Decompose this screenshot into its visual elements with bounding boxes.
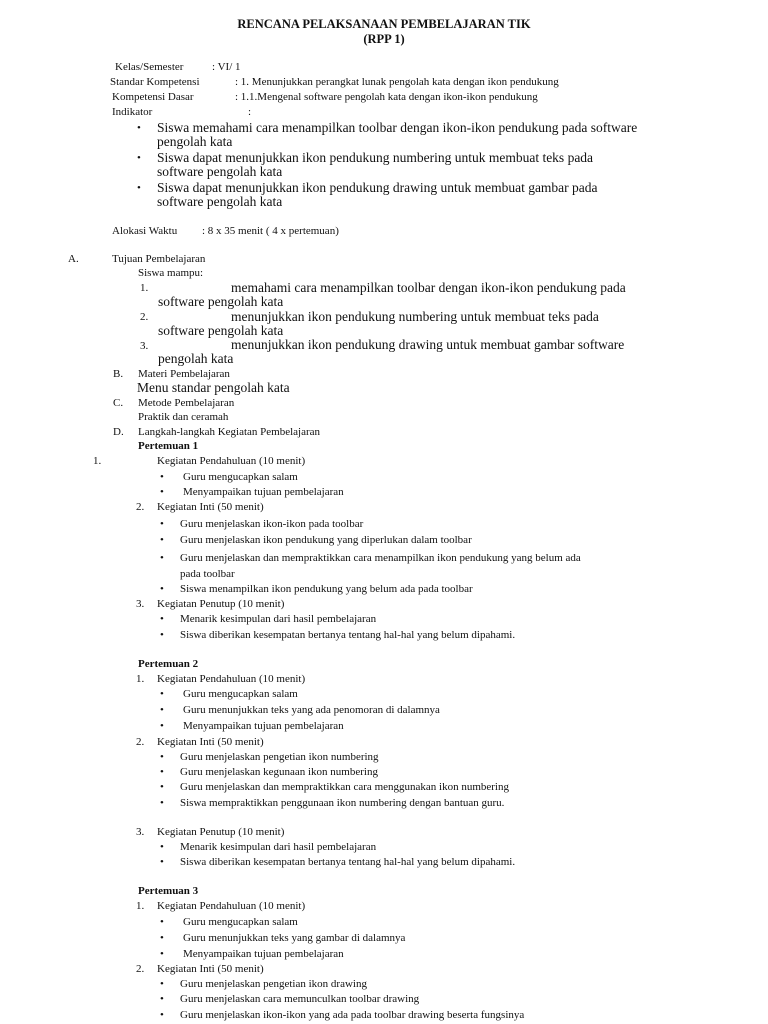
kegiatan-title: Kegiatan Penutup (10 menit) [157,598,285,610]
list-number: 2. [140,311,149,323]
bullet-icon: • [160,781,164,793]
section-b-letter: B. [113,368,124,380]
activity-item: Guru menjelaskan cara memunculkan toolbar drawing [180,993,420,1005]
section-d-title: Langkah-langkah Kegiatan Pembelajaran [138,426,321,438]
section-b-title: Materi Pembelajaran [138,368,230,380]
activity-item: Guru mengucapkan salam [183,471,298,483]
bullet-icon: • [160,1009,164,1021]
list-number: 1. [140,282,149,294]
activity-item: Siswa mempraktikkan penggunaan ikon numbering dengan bantuan guru. [180,797,505,809]
kelas-label: Kelas/Semester [115,61,184,73]
bullet-icon: • [160,471,164,483]
activity-item: Menyampaikan tujuan pembelajaran [183,948,344,960]
indikator-colon: : [248,106,252,118]
list-number: 1. [136,673,145,685]
list-number: 2. [136,963,145,975]
section-a-intro: Siswa mampu: [138,267,204,279]
activity-item: Guru menjelaskan pengetian ikon numbering [180,751,379,763]
bullet-icon: • [160,932,164,944]
activity-item-cont: pada toolbar [180,568,235,580]
bullet-icon: • [160,948,164,960]
bullet-icon: • [160,486,164,498]
bullet-icon: • [160,704,164,716]
tujuan-item-cont: software pengolah kata [158,294,284,309]
bullet-icon: • [160,518,164,530]
section-d-letter: D. [113,426,124,438]
list-number: 2. [136,736,145,748]
kelas-value: : VI/ 1 [212,61,241,73]
list-number: 2. [136,501,145,513]
activity-item: Guru menjelaskan dan mempraktikkan cara menggunakan ikon numbering [180,781,509,793]
bullet-icon: • [160,688,164,700]
indikator-label: Indikator [112,106,153,118]
activity-item: Guru mengucapkan salam [183,916,298,928]
bullet-icon: • [137,122,141,134]
activity-item: Guru menunjukkan teks yang ada penomoran di dalamnya [183,704,440,716]
indikator-item: Siswa memahami cara menampilkan toolbar dengan ikon-ikon pendukung pada software [157,120,638,135]
indikator-item-cont: pengolah kata [157,134,233,149]
activity-item: Menyampaikan tujuan pembelajaran [183,720,344,732]
sk-label: Standar Kompetensi [110,76,200,88]
activity-item: Menarik kesimpulan dari hasil pembelajaran [180,613,377,625]
bullet-icon: • [160,583,164,595]
alokasi-label: Alokasi Waktu [112,225,178,237]
bullet-icon: • [160,797,164,809]
kd-label: Kompetensi Dasar [112,91,194,103]
tujuan-item: menunjukkan ikon pendukung numbering untuk membuat teks pada [231,309,599,324]
section-a-title: Tujuan Pembelajaran [112,253,206,265]
bullet-icon: • [160,552,164,564]
kegiatan-title: Kegiatan Pendahuluan (10 menit) [157,673,306,685]
indikator-item: Siswa dapat menunjukkan ikon pendukung drawing untuk membuat gambar pada [157,180,598,195]
list-number: 1. [93,455,102,467]
document-title: RENCANA PELAKSANAAN PEMBELAJARAN TIK [237,17,531,31]
activity-item: Siswa diberikan kesempatan bertanya tentang hal-hal yang belum dipahami. [180,629,516,641]
bullet-icon: • [160,751,164,763]
section-b-content: Menu standar pengolah kata [137,380,290,395]
document-subtitle: (RPP 1) [363,32,405,46]
kegiatan-title: Kegiatan Penutup (10 menit) [157,826,285,838]
bullet-icon: • [160,856,164,868]
list-number: 3. [136,826,145,838]
activity-item: Guru menjelaskan pengetian ikon drawing [180,978,367,990]
sk-value: : 1. Menunjukkan perangkat lunak pengolah kata dengan ikon pendukung [235,76,559,88]
kd-value: : 1.1.Mengenal software pengolah kata dengan ikon-ikon pendukung [235,91,538,103]
alokasi-value: : 8 x 35 menit ( 4 x pertemuan) [202,225,339,237]
activity-item: Guru menjelaskan dan mempraktikkan cara menampilkan ikon pendukung yang belum ada [180,552,581,564]
list-number: 3. [136,598,145,610]
activity-item: Guru menjelaskan ikon-ikon yang ada pada toolbar drawing beserta fungsinya [180,1009,525,1021]
list-number: 1. [136,900,145,912]
kegiatan-title: Kegiatan Pendahuluan (10 menit) [157,900,306,912]
bullet-icon: • [160,720,164,732]
activity-item: Siswa menampilkan ikon pendukung yang belum ada pada toolbar [180,583,473,595]
kegiatan-title: Kegiatan Inti (50 menit) [157,963,264,975]
bullet-icon: • [137,152,141,164]
kegiatan-title: Kegiatan Inti (50 menit) [157,501,264,513]
activity-item: Siswa diberikan kesempatan bertanya tentang hal-hal yang belum dipahami. [180,856,516,868]
bullet-icon: • [160,629,164,641]
list-number: 3. [140,340,149,352]
kegiatan-title: Kegiatan Pendahuluan (10 menit) [157,455,306,467]
indikator-item-cont: software pengolah kata [157,194,283,209]
tujuan-item-cont: software pengolah kata [158,323,284,338]
bullet-icon: • [160,993,164,1005]
indikator-item: Siswa dapat menunjukkan ikon pendukung numbering untuk membuat teks pada [157,150,594,165]
activity-item: Guru mengucapkan salam [183,688,298,700]
bullet-icon: • [160,841,164,853]
bullet-icon: • [160,766,164,778]
kegiatan-title: Kegiatan Inti (50 menit) [157,736,264,748]
bullet-icon: • [137,182,141,194]
activity-item: Guru menjelaskan ikon pendukung yang diperlukan dalam toolbar [180,534,472,546]
activity-item: Menyampaikan tujuan pembelajaran [183,486,344,498]
section-c-letter: C. [113,397,124,409]
tujuan-item-cont: pengolah kata [158,351,234,366]
activity-item: Menarik kesimpulan dari hasil pembelajaran [180,841,377,853]
section-c-content: Praktik dan ceramah [138,411,229,423]
activity-item: Guru menjelaskan kegunaan ikon numbering [180,766,378,778]
section-c-title: Metode Pembelajaran [138,397,235,409]
indikator-item-cont: software pengolah kata [157,164,283,179]
section-a-letter: A. [68,253,79,265]
bullet-icon: • [160,534,164,546]
tujuan-item: menunjukkan ikon pendukung drawing untuk membuat gambar software [231,337,625,352]
tujuan-item: memahami cara menampilkan toolbar dengan ikon-ikon pendukung pada [231,280,626,295]
bullet-icon: • [160,916,164,928]
pertemuan-2-title: Pertemuan 2 [138,658,199,670]
bullet-icon: • [160,978,164,990]
activity-item: Guru menjelaskan ikon-ikon pada toolbar [180,518,364,530]
pertemuan-3-title: Pertemuan 3 [138,885,199,897]
bullet-icon: • [160,613,164,625]
activity-item: Guru menunjukkan teks yang gambar di dalamnya [183,932,406,944]
pertemuan-1-title: Pertemuan 1 [138,440,199,452]
